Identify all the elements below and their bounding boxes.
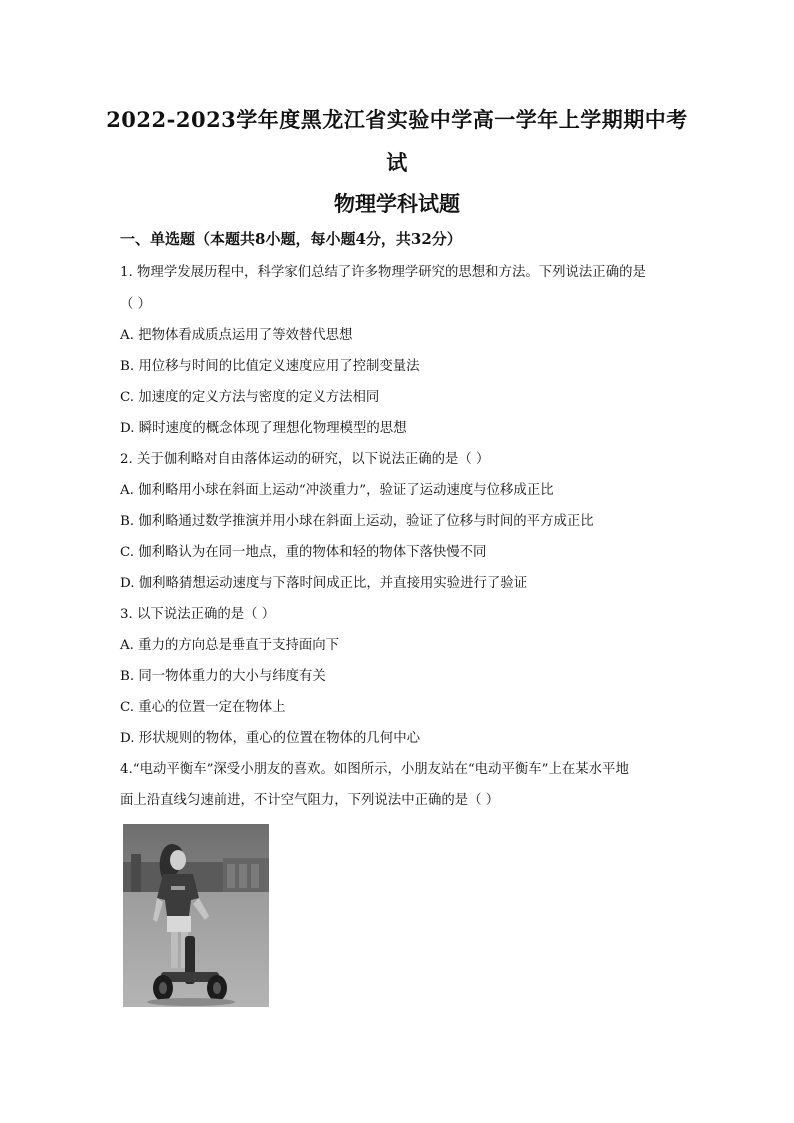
question-3-stem: 3. 以下说法正确的是（ ） [120, 607, 276, 622]
exam-subtitle: 物理学科试题 [334, 191, 460, 216]
photo-child-on-balance-scooter-icon [123, 824, 269, 1007]
question-4-stem: 4.“电动平衡车”深受小朋友的喜欢。如图所示，小朋友站在“电动平衡车”上在某水平地 [120, 762, 629, 777]
question-1-stem: 1. 物理学发展历程中，科学家们总结了许多物理学研究的思想和方法。下列说法正确的是 [120, 265, 646, 280]
question-1-option-a: A. 把物体看成质点运用了等效替代思想 [120, 328, 353, 343]
question-1-stem-cont: （ ） [120, 297, 152, 312]
question-1-option-c: C. 加速度的定义方法与密度的定义方法相同 [120, 390, 380, 405]
question-3-option-c: C. 重心的位置一定在物体上 [120, 700, 286, 715]
question-2-stem: 2. 关于伽利略对自由落体运动的研究，以下说法正确的是（ ） [120, 452, 490, 467]
question-3-option-d: D. 形状规则的物体，重心的位置在物体的几何中心 [120, 731, 420, 746]
question-1-option-b: B. 用位移与时间的比值定义速度应用了控制变量法 [120, 359, 420, 374]
exam-title-line2: 试 [386, 150, 408, 175]
exam-title-line1: 2022-2023学年度黑龙江省实验中学高一学年上学期期中考 [106, 107, 688, 132]
question-1-option-d: D. 瞬时速度的概念体现了理想化物理模型的思想 [120, 421, 407, 436]
question-2-option-b: B. 伽利略通过数学推演并用小球在斜面上运动，验证了位移与时间的平方成正比 [120, 514, 594, 529]
question-2-option-a: A. 伽利略用小球在斜面上运动“冲淡重力”，验证了运动速度与位移成正比 [120, 483, 554, 498]
section-heading: 一、单选题（本题共8小题，每小题4分，共32分） [120, 230, 462, 248]
question-4-stem-cont: 面上沿直线匀速前进，不计空气阻力，下列说法中正确的是（ ） [120, 793, 500, 808]
question-2-option-c: C. 伽利略认为在同一地点，重的物体和轻的物体下落快慢不同 [120, 545, 487, 560]
question-3-option-a: A. 重力的方向总是垂直于支持面向下 [120, 638, 340, 653]
question-3-option-b: B. 同一物体重力的大小与纬度有关 [120, 669, 326, 684]
question-2-option-d: D. 伽利略猜想运动速度与下落时间成正比，并直接用实验进行了验证 [120, 576, 528, 591]
